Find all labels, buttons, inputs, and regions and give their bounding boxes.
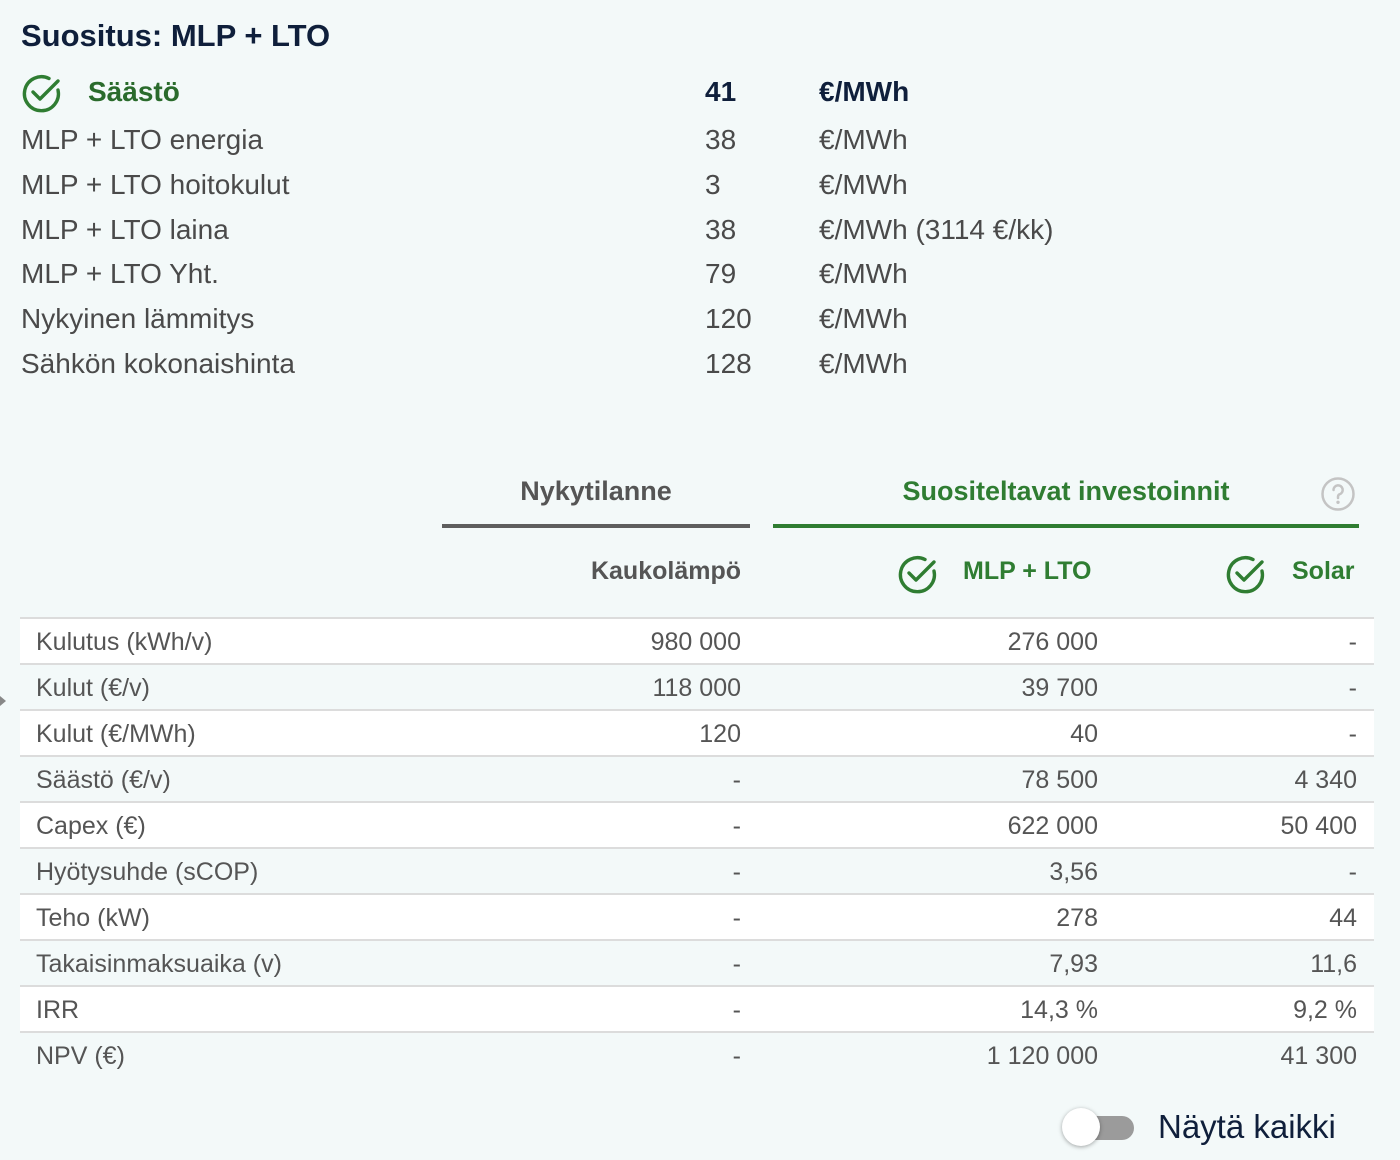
table-row — [20, 941, 1374, 987]
table-cell-mlp: 14,3 % — [1020, 996, 1098, 1024]
table-row — [20, 711, 1374, 757]
table-cell-label: Kulutus (kWh/v) — [36, 628, 213, 656]
summary-row-label: MLP + LTO hoitokulut — [21, 169, 290, 200]
summary-row-label: MLP + LTO energia — [21, 124, 264, 155]
table-cell-label: Teho (kW) — [36, 904, 150, 932]
table-cell-label: NPV (€) — [36, 1042, 125, 1070]
table-cell-label: Kulut (€/v) — [36, 674, 150, 702]
summary-row — [0, 165, 1200, 205]
table-cell-mlp: 40 — [1070, 720, 1098, 748]
group-underline-invest — [773, 524, 1359, 528]
table-cell-label: Säästö (€/v) — [36, 766, 171, 794]
table-cell-kauko: - — [732, 766, 741, 794]
show-all-toggle[interactable] — [1062, 1108, 1134, 1148]
table-cell-label: Hyötysuhde (sCOP) — [36, 858, 259, 886]
summary-highlight-row — [0, 72, 1200, 112]
summary-row — [0, 120, 1200, 160]
table-cell-kauko: - — [732, 812, 741, 840]
table-row — [20, 895, 1374, 941]
summary-row-label: Nykyinen lämmitys — [21, 303, 255, 334]
group-header-current: Nykytilanne — [520, 476, 672, 506]
table-cell-mlp: 39 700 — [1021, 674, 1098, 702]
table-cell-mlp: 7,93 — [1049, 950, 1098, 978]
table-row — [20, 987, 1374, 1033]
table-cell-mlp: 276 000 — [1007, 628, 1098, 656]
summary-row — [0, 254, 1200, 294]
summary-title: Suositus: MLP + LTO — [21, 18, 331, 53]
summary-highlight-label: Säästö — [88, 76, 180, 107]
table-cell-label: Kulut (€/MWh) — [36, 720, 196, 748]
summary-row-unit: €/MWh — [819, 303, 908, 334]
table-cell-kauko: 118 000 — [652, 674, 741, 702]
summary-row-label: Sähkön kokonaishinta — [21, 348, 295, 379]
table-cell-label: Takaisinmaksuaika (v) — [36, 950, 282, 978]
table-cell-mlp: 278 — [1056, 904, 1098, 932]
column-header-kaukolampo: Kaukolämpö — [590, 557, 741, 585]
table-row — [20, 849, 1374, 895]
table-cell-mlp: 622 000 — [1007, 812, 1098, 840]
summary-row-unit: €/MWh (3114 €/kk) — [819, 214, 1054, 245]
group-underline-current — [442, 524, 750, 528]
table-cell-mlp: 3,56 — [1049, 858, 1098, 886]
table-cell-solar: 4 340 — [1294, 766, 1357, 794]
summary-row-value: 120 — [705, 303, 752, 334]
column-header-solar: Solar — [1292, 557, 1355, 585]
table-cell-solar: - — [1348, 858, 1357, 886]
table-cell-kauko: - — [732, 950, 741, 978]
summary-row-unit: €/MWh — [819, 258, 908, 289]
summary-highlight-value: 41 — [705, 76, 737, 107]
table-cell-label: IRR — [36, 996, 80, 1024]
comparison-table — [20, 617, 1374, 1077]
table-cell-solar: 44 — [1329, 904, 1357, 932]
summary-row-value: 38 — [705, 124, 737, 155]
summary-row-unit: €/MWh — [819, 348, 908, 379]
group-header-invest: Suositeltavat investoinnit — [902, 476, 1230, 506]
table-cell-solar: 9,2 % — [1293, 996, 1357, 1024]
check-circle-icon — [21, 72, 63, 114]
table-cell-mlp: 78 500 — [1021, 766, 1098, 794]
summary-row — [0, 344, 1200, 384]
summary-row-unit: €/MWh — [819, 124, 908, 155]
table-cell-kauko: 120 — [699, 720, 741, 748]
table-cell-kauko: - — [732, 1042, 741, 1070]
table-cell-mlp: 1 120 000 — [986, 1042, 1098, 1070]
table-cell-kauko: - — [732, 996, 741, 1024]
toggle-knob — [1062, 1108, 1100, 1146]
question-circle-icon[interactable] — [1320, 476, 1356, 512]
table-row — [20, 803, 1374, 849]
table-cell-kauko: - — [732, 858, 741, 886]
table-row — [20, 757, 1374, 803]
table-row — [20, 665, 1374, 711]
table-cell-kauko: - — [732, 904, 741, 932]
table-cell-kauko: 980 000 — [650, 628, 741, 656]
table-row — [20, 1033, 1374, 1077]
summary-row-value: 3 — [705, 169, 721, 200]
check-circle-icon — [1225, 553, 1267, 595]
summary-row — [0, 210, 1200, 250]
table-row — [20, 619, 1374, 665]
table-cell-label: Capex (€) — [36, 812, 146, 840]
summary-row-label: MLP + LTO Yht. — [21, 258, 219, 289]
show-all-label: Näytä kaikki — [1158, 1108, 1336, 1145]
summary-row-value: 128 — [705, 348, 752, 379]
summary-highlight-unit: €/MWh — [819, 76, 910, 107]
column-header-mlp-lto: MLP + LTO — [963, 557, 1092, 585]
table-cell-solar: 41 300 — [1280, 1042, 1357, 1070]
caret-right-icon — [0, 696, 6, 706]
check-circle-icon — [897, 553, 939, 595]
table-cell-solar: - — [1348, 674, 1357, 702]
table-cell-solar: 11,6 — [1310, 950, 1357, 978]
table-cell-solar: - — [1348, 720, 1357, 748]
summary-row-unit: €/MWh — [819, 169, 908, 200]
table-cell-solar: - — [1348, 628, 1357, 656]
summary-row-value: 79 — [705, 258, 737, 289]
summary-row-label: MLP + LTO laina — [21, 214, 229, 245]
summary-row — [0, 299, 1200, 339]
table-cell-solar: 50 400 — [1280, 812, 1357, 840]
summary-row-value: 38 — [705, 214, 737, 245]
